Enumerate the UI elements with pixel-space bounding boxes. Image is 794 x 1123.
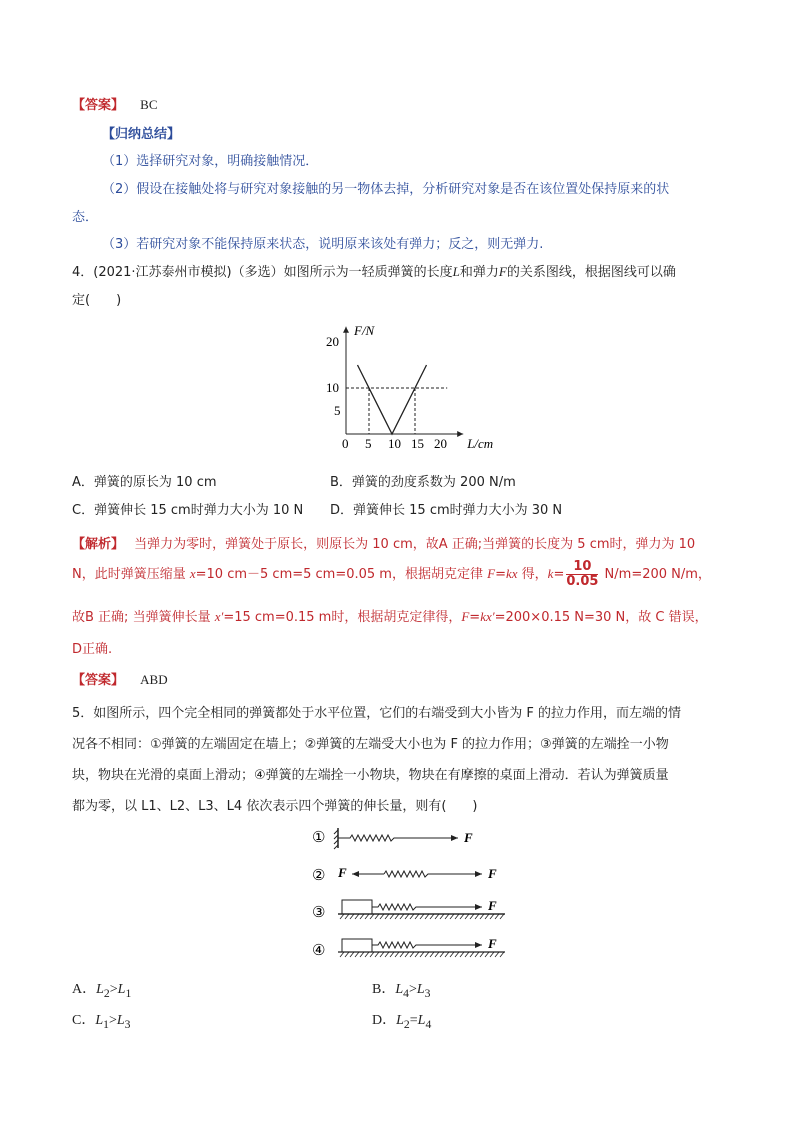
answer-tag-2: 【答案】	[72, 673, 125, 688]
force-label-4: F	[488, 936, 497, 951]
q4-option-a: A．弹簧的原长为 10 cm	[72, 475, 217, 490]
hatch-mark	[445, 914, 449, 919]
force-label-2-right: F	[488, 866, 497, 881]
hatch-mark	[360, 914, 364, 919]
rough-surface-4	[338, 952, 505, 957]
series-line	[358, 365, 427, 434]
q5-option-d-var2: L	[417, 1013, 426, 1028]
analysis-line-2	[72, 560, 711, 589]
hatch-mark	[500, 952, 504, 957]
analysis-line-3	[72, 606, 708, 625]
hatch-mark	[465, 914, 469, 919]
q5-stem-line-2: 况各不相同：①弹簧的左端固定在墙上；②弹簧的左端受大小也为 F 的拉力作用；③弹簧的左端拴一小物	[72, 737, 669, 752]
rough-surface-3	[338, 914, 505, 919]
q4-var-L: L	[452, 264, 460, 279]
q5-option-b-var1: L	[395, 982, 404, 997]
hatch-mark	[450, 952, 454, 957]
q5-option-c-sub2: 3	[124, 1017, 131, 1031]
hatch-mark	[345, 952, 349, 957]
hatch-mark	[355, 914, 359, 919]
hatch-mark	[345, 914, 349, 919]
q5-option-d-sub1: 2	[403, 1017, 410, 1031]
hatch-mark	[475, 952, 479, 957]
q4-chart	[320, 318, 500, 458]
hatch-mark	[390, 952, 394, 957]
q5-option-a-sub1: 2	[103, 986, 110, 1000]
spring-label-4: ④	[312, 943, 326, 959]
hatch-mark	[450, 914, 454, 919]
q5-option-a-sub2: 1	[125, 986, 132, 1000]
hatch-mark	[430, 952, 434, 957]
q5-option-a-prefix: A．	[72, 982, 97, 997]
summary-item-3: （3）若研究对象不能保持原来状态，说明原来该处有弹力；反之，则无弹力.	[102, 237, 544, 252]
spring-label-3: ③	[312, 905, 326, 921]
q4-stem-text-b: 和弹力	[459, 265, 499, 280]
spring-label-1: ①	[312, 830, 326, 846]
analysis-eq-1: =	[495, 567, 506, 582]
hatch-mark	[440, 952, 444, 957]
hatch-mark	[495, 952, 499, 957]
hatch-mark	[400, 952, 404, 957]
hatch-mark	[485, 952, 489, 957]
analysis-eq-3: =	[469, 610, 481, 625]
q4-var-F: F	[498, 264, 507, 279]
analysis-text-2c: 得，	[517, 567, 548, 582]
q5-option-c-prefix: C．	[72, 1013, 96, 1028]
q5-stem-line-4: 都为零，以 L1、L2、L3、L4 依次表示四个弹簧的伸长量，则有( )	[72, 799, 478, 814]
hatch-mark	[460, 914, 464, 919]
hatch-mark	[490, 952, 494, 957]
q4-option-d: D．弹簧伸长 15 cm时弹力大小为 30 N	[330, 503, 563, 518]
hatch-mark	[360, 952, 364, 957]
spring-label-2: ②	[312, 868, 326, 884]
spring-2	[384, 871, 434, 877]
force-label-2-left: F	[338, 865, 347, 880]
q5-option-d-sub2: 4	[425, 1017, 432, 1031]
hatch-mark	[470, 914, 474, 919]
spring-4	[372, 942, 422, 948]
q4-stem-text-c: 的关系图线，根据图线可以确	[506, 265, 676, 280]
hatch-mark	[420, 914, 424, 919]
answer-line-2	[72, 669, 168, 688]
y-tick-label: 5	[334, 403, 341, 418]
springs-diagram	[300, 822, 520, 972]
force-label-1: F	[464, 830, 473, 845]
analysis-var-kxprime: kx′	[480, 609, 495, 624]
q5-option-c-sub1: 1	[103, 1017, 109, 1031]
hatch-mark	[495, 914, 499, 919]
analysis-fraction	[566, 560, 598, 589]
hatch-mark	[395, 952, 399, 957]
summary-item-2: （2）假设在接触处将与研究对象接触的另一物体去掉，分析研究对象是否在该位置处保持原来的状	[102, 182, 670, 197]
y-axis-label: F/N	[354, 322, 375, 338]
hatch-mark	[430, 914, 434, 919]
q5-option-d-op: =	[409, 1013, 418, 1028]
q4-stem-line-1	[72, 261, 676, 280]
q5-option-d-var1: L	[396, 1013, 404, 1028]
hatch-mark	[490, 914, 494, 919]
q4-option-c: C．弹簧伸长 15 cm时弹力大小为 10 N	[72, 503, 304, 518]
q5-option-c-var2: L	[116, 1013, 125, 1028]
wall-icon	[334, 828, 338, 849]
hatch-mark	[370, 914, 374, 919]
q5-option-a	[72, 978, 131, 1000]
hatch-mark	[475, 914, 479, 919]
hatch-mark	[415, 914, 419, 919]
answer-line-1	[72, 94, 158, 113]
analysis-text-3b: =15 cm=0.15 m时，根据胡克定律得，	[223, 610, 462, 625]
hatch-mark	[435, 952, 439, 957]
y-tick-label: 20	[326, 334, 339, 349]
hatch-mark	[425, 952, 429, 957]
hatch-mark	[390, 914, 394, 919]
hatch-mark	[485, 914, 489, 919]
hatch-mark	[380, 952, 384, 957]
hatch-mark	[440, 914, 444, 919]
spring-3	[372, 904, 422, 910]
hatch-mark	[405, 952, 409, 957]
q5-option-d-prefix: D．	[372, 1013, 397, 1028]
analysis-line-4: D正确.	[72, 642, 113, 657]
answer-tag: 【答案】	[72, 98, 125, 113]
hatch-mark	[445, 952, 449, 957]
analysis-text-2a: N，此时弹簧压缩量	[72, 567, 190, 582]
hatch-mark	[395, 914, 399, 919]
analysis-text-2e: N/m=200 N/m，	[600, 567, 711, 582]
hatch-mark	[425, 914, 429, 919]
analysis-text-1: 当弹力为零时，弹簧处于原长，则原长为 10 cm，故A 正确;当弹簧的长度为 5 cm时，弹力为 10	[134, 537, 696, 552]
hatch-mark	[410, 914, 414, 919]
hatch-mark	[350, 952, 354, 957]
q5-option-c	[72, 1009, 131, 1031]
hatch-mark	[460, 952, 464, 957]
q5-stem-line-3: 块，物块在光滑的桌面上滑动；④弹簧的左端拴一小物块，物块在有摩擦的桌面上滑动．若认为弹簧质量	[72, 768, 669, 783]
analysis-text-3c: =200×0.15 N=30 N，故 C 错误，	[494, 610, 708, 625]
hatch-mark	[385, 914, 389, 919]
fraction-denominator: 0.05	[566, 574, 599, 589]
hatch-mark	[455, 914, 459, 919]
q5-option-a-op: >	[109, 982, 118, 997]
q4-stem-line-2: 定( )	[72, 293, 122, 308]
hatch-mark	[385, 952, 389, 957]
hatch-mark	[355, 952, 359, 957]
analysis-var-F2: F	[461, 609, 470, 624]
hatch-mark	[365, 952, 369, 957]
x-tick-label: 10	[388, 436, 401, 451]
hatch-mark	[480, 914, 484, 919]
hatch-mark	[380, 914, 384, 919]
answer-value: BC	[140, 97, 158, 112]
x-tick-label: 20	[434, 436, 447, 451]
analysis-text-3a: 故B 正确; 当弹簧伸长量	[72, 610, 215, 625]
x-tick-label: 0	[342, 436, 349, 451]
summary-title: 【归纳总结】	[102, 127, 181, 142]
hatch-mark	[435, 914, 439, 919]
hatch-mark	[375, 914, 379, 919]
analysis-var-k: k	[547, 566, 554, 581]
q5-option-d	[372, 1009, 431, 1031]
hatch-mark	[340, 914, 344, 919]
hatch-mark	[375, 952, 379, 957]
q5-option-a-var1: L	[96, 982, 104, 997]
x-tick-label: 15	[411, 436, 424, 451]
q4-stem-text-a: 4．(2021·江苏泰州市模拟)（多选）如图所示为一轻质弹簧的长度	[72, 265, 453, 280]
q5-option-a-var2: L	[117, 982, 126, 997]
analysis-var-F: F	[487, 566, 496, 581]
analysis-text-2b: =10 cm－5 cm=5 cm=0.05 m，根据胡克定律	[195, 567, 488, 582]
hatch-mark	[500, 914, 504, 919]
hatch-mark	[370, 952, 374, 957]
answer-value-2: ABD	[140, 672, 168, 687]
hatch-mark	[415, 952, 419, 957]
hatch-mark	[480, 952, 484, 957]
hatch-mark	[365, 914, 369, 919]
q5-stem-line-1: 5．如图所示，四个完全相同的弹簧都处于水平位置，它们的右端受到大小皆为 F 的拉力作用，而左端的情	[72, 706, 682, 721]
summary-item-1: （1）选择研究对象，明确接触情况．	[102, 154, 319, 169]
block-3	[342, 900, 372, 914]
analysis-line-1	[72, 533, 695, 552]
hatch-mark	[350, 914, 354, 919]
q5-option-b-sub2: 3	[424, 986, 431, 1000]
block-4	[342, 939, 372, 952]
q4-option-b: B．弹簧的劲度系数为 200 N/m	[330, 475, 516, 490]
hatch-mark	[455, 952, 459, 957]
analysis-var-kx: kx	[505, 566, 518, 581]
q5-option-b-sub1: 4	[403, 986, 409, 1000]
hatch-mark	[340, 952, 344, 957]
summary-item-2-cont: 态．	[72, 210, 99, 225]
q5-option-b-op: >	[408, 982, 417, 997]
q5-option-b-prefix: B．	[372, 982, 396, 997]
hatch-mark	[410, 952, 414, 957]
analysis-tag: 【解析】	[72, 537, 125, 552]
x-axis-label: L/cm	[467, 436, 494, 451]
hatch-mark	[420, 952, 424, 957]
hatch-mark	[405, 914, 409, 919]
hatch-mark	[400, 914, 404, 919]
analysis-eq-2: =	[553, 567, 565, 582]
q5-option-c-op: >	[108, 1013, 117, 1028]
q5-option-c-var1: L	[95, 1013, 104, 1028]
fraction-numerator: 10	[566, 560, 598, 575]
analysis-var-x: x	[189, 566, 196, 581]
x-tick-label: 5	[365, 436, 372, 451]
hatch-mark	[470, 952, 474, 957]
analysis-var-xprime: x′	[214, 609, 224, 624]
y-tick-label: 10	[326, 380, 339, 395]
spring-1	[338, 835, 400, 841]
force-label-3: F	[488, 898, 497, 913]
hatch-mark	[465, 952, 469, 957]
q5-option-b	[372, 978, 431, 1000]
q5-option-b-var2: L	[416, 982, 425, 997]
